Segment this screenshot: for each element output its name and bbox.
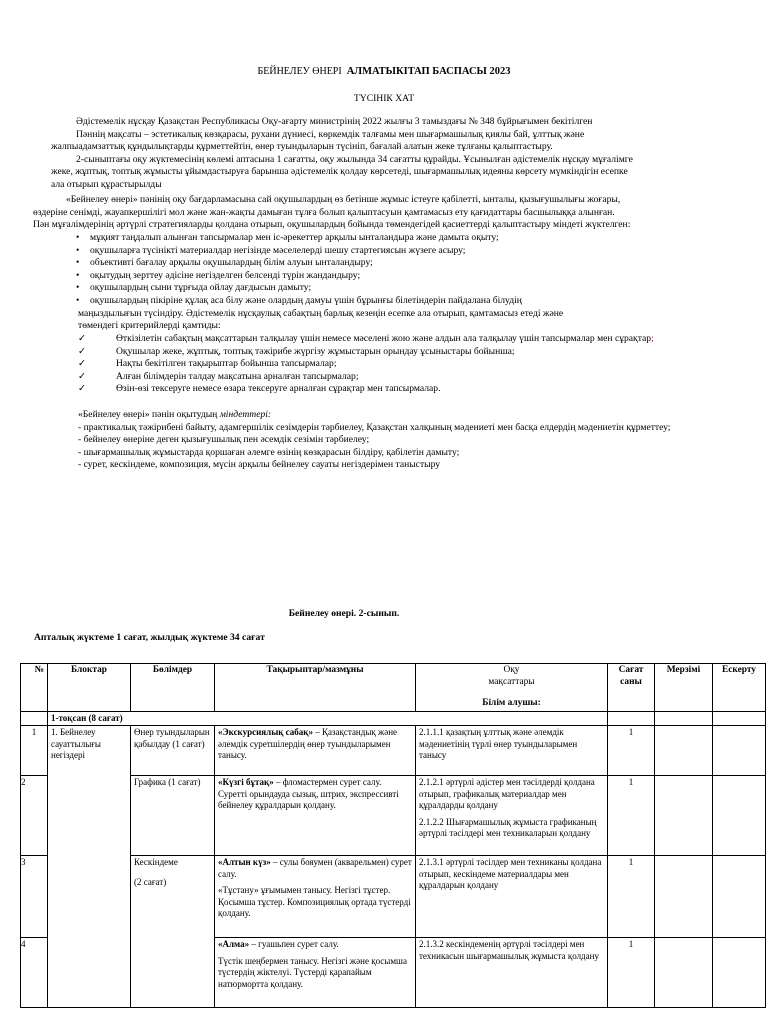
task-item: - сурет, кескіндеме, композиция, мүсін арқылы бейнелеу сауаты негіздерімен таныстыру bbox=[78, 459, 441, 470]
hours-cell: 1 bbox=[608, 726, 655, 776]
topic-cell: «Алтын күз» – сулы бояумен (акварельмен) сурет салу. «Тұстану» ұғымымен танысу. Негізгі тұстер. Қосымша тұстер. Композициялық ортада түстерді қолдану. bbox=[215, 856, 416, 938]
term-row bbox=[21, 711, 766, 726]
intro-paragraph-2a: Пәннің мақсаты – эстетикалық көзқарасы, рухани дүниесі, көркемдік талғамы мен шығармашылық қиялы бай, ұлттық және bbox=[76, 129, 585, 140]
topic-cell: «Экскурсиялық сабақ» – Қазақстандық және әлемдік суретшілердің өнер туындыларымен танысу. bbox=[215, 726, 416, 776]
block-cell: 1. Бейнелеу сауаттылығы негіздері bbox=[48, 726, 131, 776]
load-text: Апталық жүктеме 1 сағат, жылдық жүктеме 34 сағат bbox=[34, 632, 265, 643]
header-blocks: Блоктар bbox=[48, 664, 131, 712]
goal-cell: 2.1.1.1 қазақтың ұлттық және әлемдік мәдениетінің түрлі өнер туындыларымен танысу bbox=[416, 726, 608, 776]
intro-paragraph-4a: «Бейнелеу өнері» пәнінің оқу бағдарламасына сай оқушылардың өз бетінше жұмыс істеуге қабілетті, ынталы, қызығушылығы жоғары, bbox=[66, 194, 621, 205]
list-item: • объективті бағалау арқылы оқушылардың білім алуын ынталандыру; bbox=[76, 257, 373, 269]
hours-cell: 1 bbox=[608, 776, 655, 856]
table-row: 1 1. Бейнелеу сауаттылығы негіздері Өнер туындыларын қабылдау (1 сағат) «Экскурсиялық сабақ» – Қазақстандық және әлемдік суретшілердің өнер туындыларымен танысу. 2.1.1.1 қазақтың ұлттық және әлемдік мәдениетінің түрлі өнер туындыларымен танысу 1 bbox=[21, 726, 766, 776]
task-item: - шығармашылық жұмыстарда қоршаған әлемге өзінің көзқарасын білдіру, қабілетін дамыту; bbox=[78, 447, 460, 458]
list-item: • оқытудың зерттеу әдісіне негізделген белсенді түрін жандандыру; bbox=[76, 269, 361, 281]
intro-paragraph-1: Әдістемелік нұсқау Қазақстан Республикасы Оқу-ағарту министрінің 2022 жылғы 3 тамыздағы № 348 бұйрығымен бекітілген bbox=[76, 116, 593, 127]
tasks-intro: «Бейнелеу өнері» пәнін оқытудың міндеттері: bbox=[78, 409, 272, 420]
checkmark-icon: ✓ bbox=[78, 383, 87, 395]
header-note: Ескерту bbox=[713, 664, 766, 712]
topic-cell: «Алма» – гуашьпен сурет салу. Түстік шеңбермен танысу. Негізгі және қосымша түстердің жіктелуі. Түстерді қарапайым натюрмортта қолдану. bbox=[215, 938, 416, 1008]
list-item: • оқушыларға түсінікті материалдар негізінде мәселелерді шешу стартегиясын жүзеге асыру; bbox=[76, 244, 466, 256]
topic-cell: «Күзгі бұтақ» – фломастермен сурет салу. Суретті орындауда сызық, штрих, экспрессивті бейнелеу құралдарын қолдану. bbox=[215, 776, 416, 856]
bullet-icon: • bbox=[76, 244, 80, 256]
section-title: Бейнелеу өнері. 2-сынып. bbox=[288, 608, 400, 619]
table-row: 4 «Алма» – гуашьпен сурет салу. Түстік шеңбермен танысу. Негізгі және қосымша түстердің жіктелуі. Түстерді қарапайым натюрмортта қолдану. 2.1.3.2 кескіндеменің әртүрлі тәсілдері мен техникасын шығармашылық жұмыста қолдану 1 bbox=[21, 938, 766, 1008]
table-row: 2 Графика (1 сағат) «Күзгі бұтақ» – фломастермен сурет салу. Суретті орындауда сызық, штрих, экспрессивті бейнелеу құралдарын қолдану. 2.1.2.1 әртүрлі әдістер мен тәсілдерді қолдана отырып, графикалық материалдар мен құралдарды қолдану 2.1.2.2 Шығармашылық жұмыста графиканың әртүрлі тәсілдері мен техникаларын қолдану 1 bbox=[21, 776, 766, 856]
criteria-list bbox=[78, 333, 654, 396]
intro-paragraph-3c: ала отырып құрастырылды bbox=[51, 179, 162, 190]
goal-cell: 2.1.3.2 кескіндеменің әртүрлі тәсілдері мен техникасын шығармашылық жұмыста қолдану bbox=[416, 938, 608, 1008]
intro-paragraph-4b: өздеріне сенімді, жауапкершілігі мол және жан-жақты дамыған тұлға болып қалыптасуын қамтамасыз ету қағидаттары басшылыққа алынған. bbox=[33, 207, 615, 218]
document-header bbox=[0, 66, 768, 79]
bullet-icon: • bbox=[76, 269, 80, 281]
explanatory-note-title: ТҮСІНІК ХАТ bbox=[353, 93, 415, 104]
intro-paragraph-2b: жалпыадамзаттық құндылықтарды құрметтейтін, өнер туындыларын түсініп, бағалай алатын жеке тұлғаны қалыптастыру. bbox=[51, 141, 553, 152]
goal-cell: 2.1.2.1 әртүрлі әдістер мен тәсілдерді қолдана отырып, графикалық материалдар мен құралдарды қолдану 2.1.2.2 Шығармашылық жұмыста графиканың әртүрлі тәсілдері мен техникаларын қолдану bbox=[416, 776, 608, 856]
publisher-label: АЛМАТЫКІТАП БАСПАСЫ 2023 bbox=[346, 66, 511, 77]
header-deadline: Мерзімі bbox=[655, 664, 713, 712]
list-item: ✓ Өткізілетін сабақтың мақсаттарын талқылау үшін немесе мәселені жою және алдын ала талқылау үшін тапсырмалар мен сұрақтар; bbox=[78, 333, 654, 344]
list-item: ✓ Алған білімдерін талдау мақсатына арналған тапсырмалар; bbox=[78, 370, 359, 382]
section-cell: Графика (1 сағат) bbox=[131, 776, 215, 856]
list-item: ✓ Оқушылар жеке, жұптық, топтық тәжірибе жүргізу жұмыстарын орындау ұсыныстары бойынша; bbox=[78, 345, 515, 357]
bullet-icon: • bbox=[76, 294, 80, 306]
header-goals: Оқу мақсаттары Білім алушы: bbox=[416, 664, 608, 712]
table-header-row bbox=[21, 664, 766, 712]
after-bullets-line-2: төмендегі критерийлерді қамтиды: bbox=[78, 320, 221, 331]
term-label: 1-тоқсан (8 сағат) bbox=[48, 711, 608, 726]
subject-label: БЕЙНЕЛЕУ ӨНЕРІ bbox=[257, 66, 342, 77]
header-topics: Тақырыптар/мазмұны bbox=[215, 664, 416, 712]
checkmark-icon: ✓ bbox=[78, 333, 87, 344]
qualities-list bbox=[76, 232, 522, 308]
checkmark-icon: ✓ bbox=[78, 345, 87, 357]
list-item: • оқушылардың сыни тұрғыда ойлау дағдысын дамыту; bbox=[76, 282, 312, 294]
header-num: № bbox=[21, 664, 48, 712]
list-item: ✓ Нақты бекітілген тақырыптар бойынша тапсырмалар; bbox=[78, 358, 337, 370]
task-item: - практикалық тәжірибені байыту, адамгершілік сезімдерін тәрбиелеу, Қазақстан халқының мәдениеті мен басқа елдердің мәдениетін құрметтеу; bbox=[78, 422, 671, 433]
task-item: - бейнелеу өнеріне деген қызығушылық пен әсемдік сезімін тәрбиелеу; bbox=[78, 434, 370, 445]
list-item: • оқушылардың пікіріне құлақ аса білу және олардың дамуы үшін бұрынғы білетіндерін пайдалана білудің bbox=[76, 294, 522, 306]
section-cell: Кескіндеме (2 сағат) bbox=[131, 856, 215, 938]
intro-paragraph-4c: Пән мұғалімдерінің әртүрлі стратегияларды қолдана отырып, оқушылардың бойында төмендегідей қасиеттерді қалыптастыру міндеті жүктелген: bbox=[33, 219, 631, 230]
list-item: ✓ Өзін-өзі тексеруге немесе өзара тексеруге арналған сұрақтар мен тапсырмалар. bbox=[78, 383, 441, 395]
checkmark-icon: ✓ bbox=[78, 370, 87, 382]
intro-paragraph-3a: 2-сыныптағы оқу жүктемесінің көлемі аптасына 1 сағатты, оқу жылында 34 сағатты құрайды. Ұсынылған әдістемелік нұсқау мұғалімге bbox=[76, 154, 633, 165]
intro-paragraph-3b: жеке, жұптық, топтық жұмысты ұйымдастыруға барынша әдістемелік қолдау көрсетеді, шығармашылық идеяны көрсету мүмкіндігін есепке bbox=[51, 166, 628, 177]
hours-cell: 1 bbox=[608, 856, 655, 938]
list-item: • мұқият таңдалып алынған тапсырмалар мен іс-әрекеттер арқылы ынталандыра және дамыта оқыту; bbox=[76, 232, 499, 243]
table-row: 3 Кескіндеме (2 сағат) «Алтын күз» – сулы бояумен (акварельмен) сурет салу. «Тұстану» ұғымымен танысу. Негізгі тұстер. Қосымша тұстер. Композициялық ортада түстерді қолдану. 2.1.3.1 әртүрлі тәсілдер мен техниканы қолдана отырып, кескіндеме материалдары мен құралдарын қолдану 1 bbox=[21, 856, 766, 938]
hours-cell: 1 bbox=[608, 938, 655, 1008]
header-sections: Бөлімдер bbox=[131, 664, 215, 712]
bullet-icon: • bbox=[76, 257, 80, 269]
checkmark-icon: ✓ bbox=[78, 358, 87, 370]
header-hours: Сағат саны bbox=[608, 664, 655, 712]
bullet-icon: • bbox=[76, 232, 80, 243]
bullet-icon: • bbox=[76, 282, 80, 294]
after-bullets-line-1: маңыздылығын түсіндіру. Әдістемелік нұсқаулық сабақтың барлық кезеңін есепке ала отырып, қамтамасыз етеді және bbox=[78, 308, 564, 319]
curriculum-table bbox=[20, 663, 766, 1008]
section-cell: Өнер туындыларын қабылдау (1 сағат) bbox=[131, 726, 215, 776]
goal-cell: 2.1.3.1 әртүрлі тәсілдер мен техниканы қолдана отырып, кескіндеме материалдары мен құралдарын қолдану bbox=[416, 856, 608, 938]
